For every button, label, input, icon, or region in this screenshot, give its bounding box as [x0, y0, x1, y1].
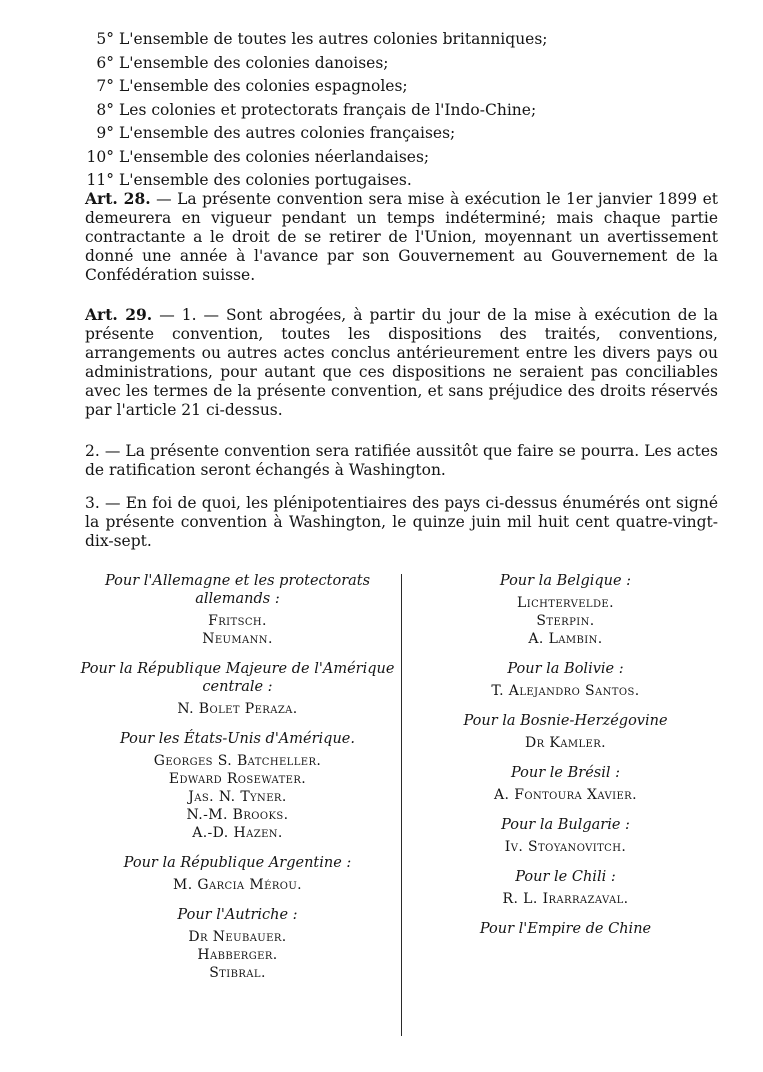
signature-group — [80, 906, 395, 982]
signatory: Georges S. Batcheller. — [153, 753, 322, 769]
signature-group — [408, 572, 723, 648]
signature-group — [408, 816, 723, 856]
signatory: A. Lambin. — [528, 631, 603, 647]
column-divider — [401, 574, 402, 1036]
article-29-section-3: 3. — En foi de quoi, les plénipotentiaires des pays ci-dessus énumérés ont signé la présente convention à Washington, le quinze juin mil huit cent quatre-vingt-dix-sept. — [85, 494, 718, 550]
country-label: Pour le Brésil : — [511, 765, 620, 781]
country-label: Pour la République Majeure de l'Amérique centrale : — [80, 661, 395, 695]
article-29-section-2: 2. — La présente convention sera ratifiée aussitôt que faire se pourra. Les actes de ratification seront échangés à Washington. — [85, 442, 718, 479]
country-label: Pour les États-Unis d'Amérique. — [120, 731, 355, 747]
signatory: M. Garcia Mérou. — [172, 877, 303, 893]
article-29-section-1: Art. 29. — 1. — Sont abrogées, à partir du jour de la mise à exécution de la présente convention, toutes les dispositions des traités, conventions, arrangements ou autres actes conclus antérieurement entre les divers pays ou administrations, pour autant que ces dispositions ne seraient pas conciliables avec les termes de la présente convention, et sans préjudice des droits réservés par l'article 21 ci-dessus. — [85, 305, 718, 419]
signatory: Dr Neubauer. — [188, 929, 287, 945]
list-item: 9° L'ensemble des autres colonies françaises; — [96, 124, 456, 142]
signatory: Lichtervelde. — [517, 595, 614, 611]
country-label: Pour la République Argentine : — [123, 855, 352, 871]
signatures-left — [80, 572, 395, 994]
signatory: Iv. Stoyanovitch. — [504, 839, 627, 855]
signatory: N.-M. Brooks. — [186, 807, 289, 823]
signatory: Sterpin. — [536, 613, 595, 629]
country-label: Pour l'Autriche : — [177, 907, 298, 923]
list-item: 5° L'ensemble de toutes les autres colonies britanniques; — [96, 30, 548, 48]
signatory: Habberger. — [197, 947, 278, 963]
signature-group — [80, 660, 395, 718]
signature-group — [408, 868, 723, 908]
colonies-list — [80, 28, 700, 193]
signatures-right — [408, 572, 723, 950]
country-label: Pour l'Allemagne et les protectorats allemands : — [104, 573, 371, 607]
signature-group — [408, 764, 723, 804]
country-label: Pour le Chili : — [515, 869, 616, 885]
list-item: 7° L'ensemble des colonies espagnoles; — [96, 77, 408, 95]
signatory: Fritsch. — [208, 613, 267, 629]
country-label: Pour la Bulgarie : — [501, 817, 630, 833]
signature-group — [80, 572, 395, 648]
signatory: Edward Rosewater. — [168, 771, 307, 787]
country-label: Pour la Bolivie : — [507, 661, 624, 677]
signature-group — [80, 730, 395, 842]
signatory: Dr Kamler. — [524, 735, 607, 751]
country-label: Pour l'Empire de Chine — [479, 921, 652, 937]
signature-group — [408, 660, 723, 700]
signatory: Neumann. — [202, 631, 273, 647]
signature-group — [408, 712, 723, 752]
article-28: Art. 28. — La présente convention sera mise à exécution le 1er janvier 1899 et demeurera en vigueur pendant un temps indéterminé; mais chaque partie contractante a le droit de se retirer de l'Union, moyennant un avertissement donné une année à l'avance par son Gouvernement au Gouvernement de la Confédération suisse. — [85, 189, 718, 284]
list-item: 8° Les colonies et protectorats français de l'Indo-Chine; — [96, 100, 537, 119]
signature-group — [408, 920, 723, 938]
signatory: R. L. Irarrazaval. — [502, 891, 629, 907]
country-label: Pour la Bosnie-Herzégovine — [463, 713, 668, 729]
signatory: Jas. N. Tyner. — [188, 789, 287, 805]
signature-group — [80, 854, 395, 894]
signatory: A.-D. Hazen. — [192, 825, 283, 841]
signatory: N. Bolet Peraza. — [177, 701, 298, 717]
signatory: Stibral. — [209, 965, 266, 981]
country-label: Pour la Belgique : — [499, 573, 632, 589]
signatory: T. Alejandro Santos. — [491, 683, 640, 699]
list-item: 6° L'ensemble des colonies danoises; — [96, 53, 389, 72]
signatory: A. Fontoura Xavier. — [494, 787, 637, 803]
list-item: 10° L'ensemble des colonies néerlandaises; — [86, 147, 430, 166]
list-item: 11° L'ensemble des colonies portugaises. — [86, 171, 412, 189]
